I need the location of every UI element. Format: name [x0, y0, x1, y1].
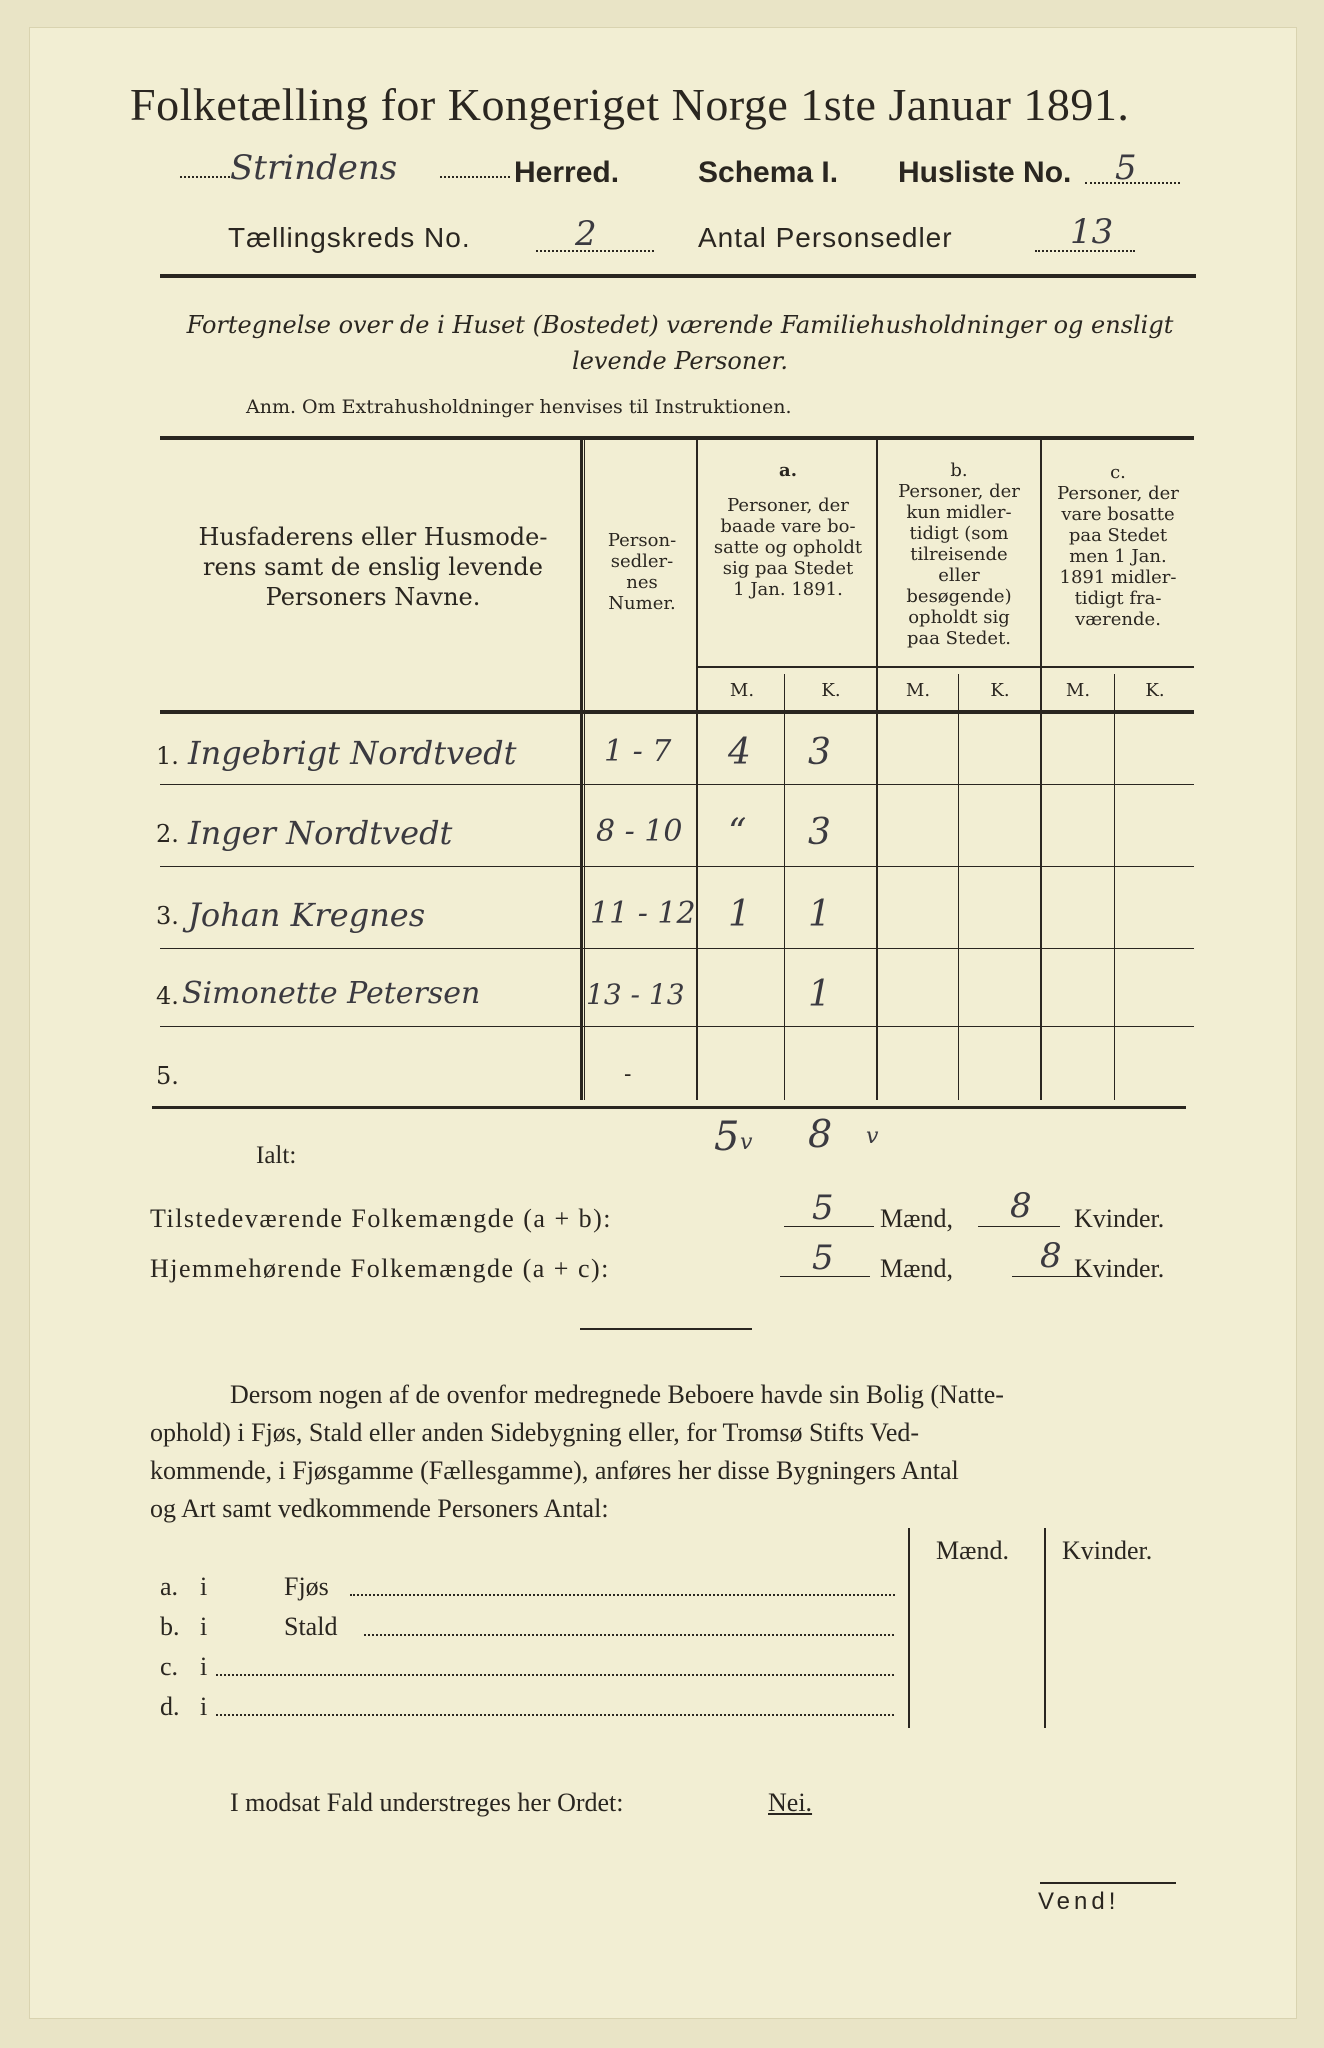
- total-present-k-line: [978, 1226, 1060, 1227]
- col-b-m-label: M.: [905, 680, 931, 701]
- row-a-k: 3: [808, 812, 831, 853]
- row-rule: [160, 784, 1194, 785]
- row-number: 5.: [156, 1062, 179, 1090]
- building-i: i: [200, 1652, 208, 1681]
- building-dots: [350, 1594, 895, 1596]
- table-vline-name-2: [584, 440, 585, 1100]
- total-resident-m: 5: [812, 1238, 834, 1278]
- col-name-header: [178, 522, 568, 612]
- col-num-header-line: Numer.: [608, 593, 676, 614]
- building-letter: a.: [160, 1572, 179, 1601]
- row-a-m: 1: [728, 894, 751, 935]
- col-name-header-line: Personers Navne.: [265, 583, 481, 611]
- husliste-label: Husliste No.: [898, 156, 1072, 189]
- col-a-letter: a.: [779, 460, 797, 481]
- col-name-header-line: Husfaderens eller Husmode-: [198, 523, 548, 551]
- table-vline-name: [580, 440, 583, 1100]
- col-a-header-line: 1 Jan. 1891.: [733, 579, 843, 600]
- row-a-k: 1: [808, 974, 831, 1015]
- table-header-rule: [160, 710, 1194, 714]
- col-a-m-label: M.: [729, 680, 755, 701]
- row-number: 1.: [156, 742, 179, 770]
- col-a-header-line: Personer, der: [727, 495, 849, 516]
- total-present-m: 5: [812, 1188, 834, 1228]
- col-c-k-label: K.: [1145, 680, 1165, 701]
- col-b-header-line: besøgende): [906, 586, 1012, 607]
- building-letter: d.: [160, 1692, 180, 1721]
- row-a-m: “: [728, 812, 747, 853]
- building-label: Stald: [284, 1612, 338, 1641]
- col-num-header: [588, 530, 696, 614]
- row-numbers: 11 - 12: [590, 896, 696, 931]
- col-num-header-line: nes: [626, 572, 658, 593]
- col-c-header-line: paa Stedet: [1068, 525, 1168, 546]
- building-i: i: [200, 1612, 208, 1641]
- row-rule: [160, 866, 1194, 867]
- col-b-header: [878, 460, 1040, 649]
- col-a-header-line: baade vare bo-: [720, 516, 856, 537]
- table-top-rule: [160, 436, 1194, 440]
- buildings-col-maend: Mænd.: [936, 1536, 1009, 1565]
- col-c-header-line: vare bosatte: [1061, 504, 1175, 525]
- header-rule: [160, 274, 1196, 278]
- husliste-number: 5: [1115, 148, 1137, 188]
- building-dots: [364, 1634, 894, 1636]
- table-vline-a-mk: [784, 674, 785, 1100]
- col-b-header-line: eller: [938, 565, 980, 586]
- col-b-letter: b.: [950, 460, 968, 481]
- ialt-label: Ialt:: [256, 1142, 297, 1169]
- row-number: 4.: [156, 982, 179, 1010]
- row-number: 2.: [156, 820, 179, 848]
- kreds-number: 2: [575, 214, 597, 254]
- col-c-header-line: 1891 midler-: [1059, 567, 1177, 588]
- total-resident-k: 8: [1040, 1236, 1062, 1276]
- buildings-para-line: Dersom nogen af de ovenfor medregnede Beboere havde sin Bolig (Natte-: [230, 1380, 1004, 1409]
- form-title: Folketælling for Kongeriget Norge 1ste Januar 1891.: [130, 79, 1130, 130]
- row-numbers: -: [624, 1062, 632, 1087]
- col-c-header-line: værende.: [1075, 609, 1161, 630]
- table-bottom-rule: [152, 1106, 1186, 1109]
- col-c-header-line: tidigt fra-: [1074, 588, 1162, 609]
- table-vline-c-mk: [1114, 674, 1115, 1100]
- col-b-header-line: paa Stedet.: [906, 628, 1012, 649]
- schema-label: Schema I.: [698, 156, 839, 189]
- col-num-header-line: Person-: [607, 530, 677, 551]
- modsat-text: I modsat Fald understreges her Ordet:: [230, 1788, 624, 1817]
- buildings-vline-2: [1044, 1528, 1046, 1728]
- herred-dots: [180, 176, 230, 178]
- herred-dots-2: [440, 176, 510, 178]
- col-name-header-line: rens samt de enslig levende: [203, 553, 543, 581]
- col-c-m-label: M.: [1065, 680, 1091, 701]
- col-b-header-line: tilreisende: [910, 544, 1008, 565]
- row-a-k: 1: [808, 894, 831, 935]
- table-vline-num: [696, 440, 698, 1100]
- col-a-header: [700, 460, 876, 600]
- herred-label: Herred.: [514, 156, 620, 189]
- col-a-header-line: satte og opholdt: [713, 537, 863, 558]
- anm-note: Anm. Om Extrahusholdninger henvises til Instruktionen.: [246, 396, 792, 418]
- ialt-k: 8: [808, 1112, 833, 1156]
- col-b-header-line: tidigt (som: [909, 523, 1009, 544]
- row-rule: [160, 1026, 1194, 1027]
- col-num-header-line: sedler-: [610, 551, 674, 572]
- building-letter: b.: [160, 1612, 180, 1641]
- total-present-label: Tilstedeværende Folkemængde (a + b):: [150, 1204, 612, 1233]
- col-c-header-line: Personer, der: [1057, 483, 1179, 504]
- intro-line-2: levende Personer.: [572, 347, 788, 375]
- col-a-header-line: sig paa Stedet: [722, 558, 854, 579]
- col-c-header: [1042, 462, 1194, 630]
- building-dots: [216, 1714, 894, 1716]
- row-name: Simonette Petersen: [182, 976, 481, 1011]
- col-c-letter: c.: [1110, 462, 1126, 483]
- row-name: Inger Nordtvedt: [188, 814, 453, 852]
- col-a-k-label: K.: [821, 680, 841, 701]
- intro-line-1: Fortegnelse over de i Huset (Bostedet) værende Familiehusholdninger og ensligt: [186, 311, 1174, 339]
- total-present-kvinder: Kvinder.: [1074, 1204, 1165, 1233]
- col-b-header-line: Personer, der: [898, 481, 1020, 502]
- section-divider: [580, 1328, 752, 1330]
- total-resident-maend: Mænd,: [880, 1254, 953, 1283]
- ialt-m: 5: [714, 1114, 740, 1160]
- total-present-k: 8: [1010, 1186, 1032, 1226]
- building-letter: c.: [160, 1652, 179, 1681]
- ialt-m-check: v: [740, 1130, 753, 1155]
- ialt-k-check: v: [866, 1124, 879, 1149]
- row-name: Johan Kregnes: [188, 896, 426, 934]
- row-numbers: 1 - 7: [604, 734, 672, 769]
- personsedler-label: Antal Personsedler: [698, 222, 953, 253]
- kreds-label: Tællingskreds No.: [228, 222, 471, 253]
- building-i: i: [200, 1692, 208, 1721]
- total-resident-label: Hjemmehørende Folkemængde (a + c):: [150, 1254, 610, 1283]
- building-label: Fjøs: [284, 1572, 329, 1601]
- buildings-para-line: ophold) i Fjøs, Stald eller anden Sidebygning eller, for Tromsø Stifts Ved-: [150, 1418, 920, 1447]
- row-a-m: 4: [728, 732, 751, 773]
- personsedler-number: 13: [1070, 212, 1114, 252]
- vend-text: Vend!: [1038, 1888, 1120, 1915]
- table-mk-rule: [698, 666, 1194, 668]
- col-c-header-line: men 1 Jan.: [1069, 546, 1167, 567]
- building-i: i: [200, 1572, 208, 1601]
- row-numbers: 8 - 10: [596, 814, 683, 849]
- vend-rule: [1040, 1882, 1176, 1884]
- row-a-k: 3: [808, 732, 831, 773]
- buildings-col-kvinder: Kvinder.: [1062, 1536, 1153, 1565]
- table-vline-b-mk: [958, 674, 959, 1100]
- nei-word: Nei.: [768, 1788, 813, 1817]
- col-b-k-label: K.: [990, 680, 1010, 701]
- row-rule: [160, 948, 1194, 949]
- col-b-header-line: opholdt sig: [908, 607, 1010, 628]
- row-numbers: 13 - 13: [586, 978, 685, 1011]
- total-resident-kvinder: Kvinder.: [1074, 1254, 1165, 1283]
- building-dots: [216, 1674, 894, 1676]
- col-b-header-line: kun midler-: [906, 502, 1012, 523]
- total-present-maend: Mænd,: [880, 1204, 953, 1233]
- buildings-vline-1: [908, 1528, 910, 1728]
- row-number: 3.: [156, 902, 179, 930]
- herred-name: Strindens: [230, 148, 398, 188]
- buildings-para-line: kommende, i Fjøsgamme (Fællesgamme), anføres her disse Bygningers Antal: [150, 1456, 959, 1485]
- row-name: Ingebrigt Nordtvedt: [188, 734, 517, 772]
- buildings-para-line: og Art samt vedkommende Personers Antal:: [150, 1494, 609, 1523]
